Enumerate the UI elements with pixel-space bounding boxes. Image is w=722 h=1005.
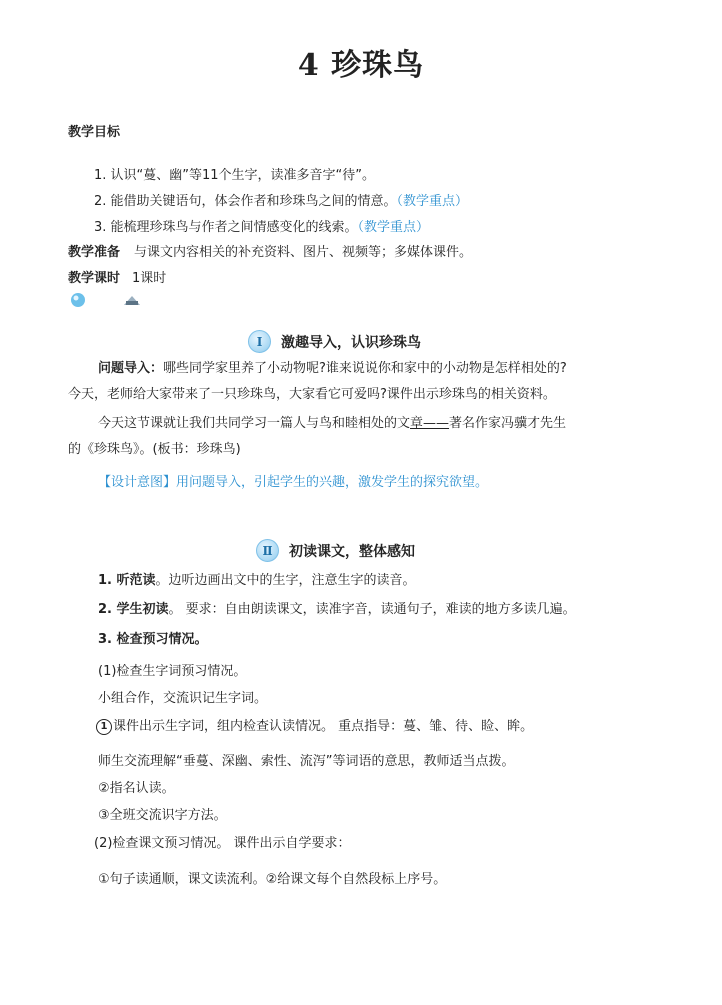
paragraph: 的《珍珠鸟》。(板书：珍珠鸟) [68,442,241,457]
objectives-heading: 教学目标 [68,125,121,140]
section-title: 激趣导入，认识珍珠鸟 [281,334,421,351]
numbered-item: ②指名认读。 [98,781,175,796]
paragraph: 今天，老师给大家带来了一只珍珠鸟，大家看它可爱吗?课件出示珍珠鸟的相关资料。 [68,387,556,402]
step-item: 2. 学生初读。 要求：自由朗读课文，读准字音，读通句子，难读的地方多读几遍。 [98,602,576,617]
section-badge: Ⅱ [256,539,279,562]
paragraph: 小组合作，交流识记生字词。 [98,691,268,706]
key-point-note: （教学重点） [357,220,430,235]
section-badge: Ⅰ [248,330,271,353]
step-item: 3. 检查预习情况。 [98,632,208,647]
key-point-note: （教学重点） [396,194,469,209]
objective-item: 1. 认识“蔓、幽”等11个生字，读准多音字“待”。 [94,168,376,183]
paragraph: 问题导入：哪些同学家里养了小动物呢?谁来说说你和家中的小动物是怎样相处的? [98,361,567,376]
step-item: 1. 听范读。边听边画出文中的生字，注意生字的读音。 [98,573,416,588]
prep-line [68,241,472,260]
objective-item: 2. 能借助关键语句，体会作者和珍珠鸟之间的情意。（教学重点） [94,194,469,209]
section-heading [248,330,421,353]
numbered-item: 1 课件出示生字词，组内检查认读情况。 重点指导：蔓、雏、待、睑、眸。 [96,715,533,735]
lesson-logo [68,291,148,309]
prep-text: 与课文内容相关的补充资料、图片、视频等；多媒体课件。 [134,245,473,260]
numbered-item: ③全班交流识字方法。 [98,808,227,823]
paragraph: 今天这节课就让我们共同学习一篇人与鸟和睦相处的文章——著名作家冯骥才先生 [98,416,567,431]
section-title: 初读课文，整体感知 [289,543,415,560]
numbered-item: ①句子读通顺，课文读流利。②给课文每个自然段标上序号。 [98,872,447,887]
sub-item: (1)检查生字词预习情况。 [98,664,247,679]
hours-line [68,267,166,286]
section-heading [256,539,415,562]
circled-number: 1 [96,719,112,735]
design-intent: 【设计意图】用问题导入，引起学生的兴趣，激发学生的探究欲望。 [98,475,489,490]
hours-text: 1课时 [132,271,167,286]
objective-item: 3. 能梳理珍珠鸟与作者之间情感变化的线索。（教学重点） [94,220,430,235]
prep-label: 教学准备 [68,245,121,260]
paragraph: 师生交流理解“垂蔓、深幽、索性、流泻”等词语的意思，教师适当点拨。 [98,754,515,769]
hours-label: 教学课时 [68,271,121,286]
sub-item: (2)检查课文预习情况。 课件出示自学要求： [94,836,351,851]
page-title: 4 珍珠鸟 [297,48,425,83]
